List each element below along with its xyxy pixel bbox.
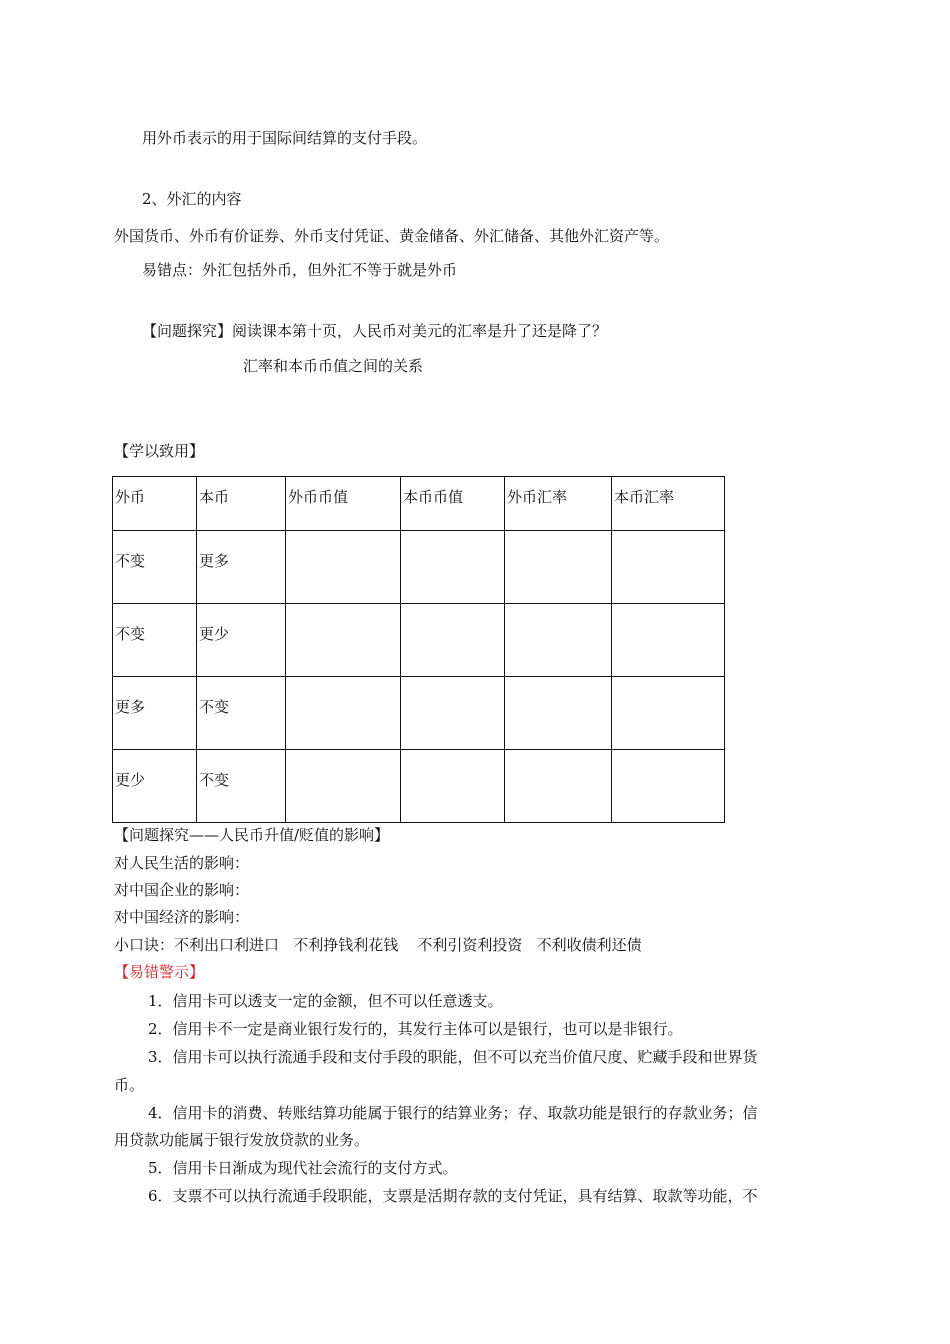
table-cell-empty [505, 677, 612, 750]
table-cell-empty [612, 750, 725, 823]
table-cell-empty [505, 750, 612, 823]
exchange-rate-table [112, 476, 725, 823]
heading-forex-content: 2、外汇的内容 [142, 190, 242, 208]
paragraph-inquiry-question: 【问题探究】阅读课本第十页，人民币对美元的汇率是升了还是降了？ [142, 322, 608, 340]
table-cell-empty [612, 604, 725, 677]
paragraph-forex-definition: 用外币表示的用于国际间结算的支付手段。 [142, 129, 428, 147]
table-header-cell: 外币币值 [286, 477, 401, 531]
table-cell-empty [505, 531, 612, 604]
table-cell-empty [286, 677, 401, 750]
table-cell-empty [401, 531, 505, 604]
heading-rmb-impact: 【问题探究——人民币升值/贬值的影响】 [114, 826, 390, 844]
table-cell-empty [505, 604, 612, 677]
paragraph-forex-items: 外国货币、外币有价证券、外币支付凭证、黄金储备、外汇储备、其他外汇资产等。 [114, 227, 670, 245]
table-cell-empty [401, 677, 505, 750]
line-impact-people: 对人民生活的影响： [114, 854, 250, 872]
table-cell: 不变 [197, 677, 286, 750]
table-cell: 不变 [197, 750, 286, 823]
table-cell-empty [612, 531, 725, 604]
paragraph-error-point: 易错点：外汇包括外币，但外汇不等于就是外币 [142, 261, 458, 279]
table-cell-empty [286, 531, 401, 604]
table-cell-empty [401, 750, 505, 823]
table-cell: 不变 [113, 604, 197, 677]
table-row [113, 750, 725, 823]
warning-item-6: 6．支票不可以执行流通手段职能，支票是活期存款的支付凭证，具有结算、取款等功能，不 [148, 1187, 758, 1205]
warning-item-5: 5．信用卡日渐成为现代社会流行的支付方式。 [148, 1159, 458, 1177]
table-row [113, 604, 725, 677]
table-cell: 更少 [197, 604, 286, 677]
warning-item-3-line2: 币。 [114, 1076, 145, 1094]
warning-item-3-line1: 3．信用卡可以执行流通手段和支付手段的职能，但不可以充当价值尺度、贮藏手段和世界货 [148, 1048, 758, 1066]
warning-item-4-line1: 4．信用卡的消费、转账结算功能属于银行的结算业务；存、取款功能是银行的存款业务；信 [148, 1104, 758, 1122]
table-cell: 不变 [113, 531, 197, 604]
line-impact-enterprise: 对中国企业的影响： [114, 881, 250, 899]
table-cell-empty [286, 750, 401, 823]
table-row [113, 677, 725, 750]
line-mnemonic: 小口诀：不利出口利进口 不利挣钱利花钱 不利引资利投资 不利收债利还债 [114, 936, 642, 954]
table-cell: 更多 [197, 531, 286, 604]
heading-warning: 【易错警示】 [114, 963, 205, 981]
table-cell: 更少 [113, 750, 197, 823]
heading-apply-learning: 【学以致用】 [114, 442, 205, 460]
table-header-cell: 外币 [113, 477, 197, 531]
paragraph-rate-relation: 汇率和本币币值之间的关系 [243, 357, 424, 375]
table-header-cell: 外币汇率 [505, 477, 612, 531]
table-header-row [113, 477, 725, 531]
table-cell-empty [286, 604, 401, 677]
table-header-cell: 本币 [197, 477, 286, 531]
table-header-cell: 本币汇率 [612, 477, 725, 531]
table-cell-empty [401, 604, 505, 677]
warning-item-1: 1．信用卡可以透支一定的金额，但不可以任意透支。 [148, 992, 503, 1010]
table-row [113, 531, 725, 604]
warning-item-4-line2: 用贷款功能属于银行发放贷款的业务。 [114, 1131, 370, 1149]
table-header-cell: 本币币值 [401, 477, 505, 531]
line-impact-economy: 对中国经济的影响： [114, 908, 250, 926]
warning-item-2: 2．信用卡不一定是商业银行发行的，其发行主体可以是银行，也可以是非银行。 [148, 1020, 683, 1038]
table-cell-empty [612, 677, 725, 750]
table-cell: 更多 [113, 677, 197, 750]
